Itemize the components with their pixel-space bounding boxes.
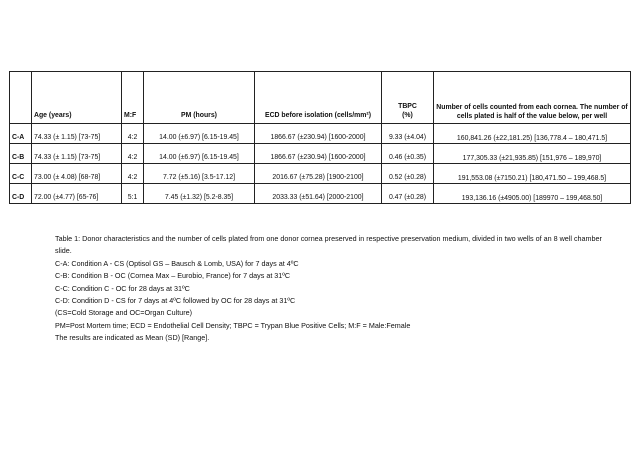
cell-cells-count: 160,841.26 (±22,181.25) [136,778.4 – 180,471.5] <box>434 124 631 144</box>
cell-pm: 14.00 (±6.97) [6.15-19.45] <box>144 124 255 144</box>
table-row <box>10 184 631 204</box>
cell-ecd: 1866.67 (±230.94) [1600-2000] <box>255 144 382 164</box>
header-age: Age (years) <box>32 72 122 124</box>
cell-age: 73.00 (± 4.08) [68-78] <box>32 164 122 184</box>
cell-tbpc: 0.52 (±0.28) <box>382 164 434 184</box>
cell-age: 74.33 (± 1.15) [73-75] <box>32 124 122 144</box>
table-caption <box>55 233 615 345</box>
cell-mf: 4:2 <box>122 164 144 184</box>
caption-line: C-C: Condition C - OC for 28 days at 31ºC <box>55 283 190 293</box>
caption-line: C-D: Condition D - CS for 7 days at 4ºC followed by OC for 28 days at 31ºC <box>55 296 296 306</box>
table-row <box>10 144 631 164</box>
header-cells-count: Number of cells counted from each cornea. The number of cells plated is half of the value below, per well <box>434 72 631 124</box>
row-label: C-A <box>10 124 32 144</box>
header-mf: M:F <box>122 72 144 124</box>
header-ecd-label: ECD before isolation (cells/mm²) <box>264 112 372 120</box>
row-label: C-B <box>10 144 32 164</box>
header-tbpc-line2: (%) <box>402 112 413 120</box>
table-row <box>10 164 631 184</box>
cell-mf: 4:2 <box>122 144 144 164</box>
cell-tbpc: 0.47 (±0.28) <box>382 184 434 204</box>
header-tbpc <box>382 72 434 124</box>
row-label: C-D <box>10 184 32 204</box>
header-tbpc-line1: TBPC <box>398 103 417 111</box>
header-ecd <box>255 72 382 124</box>
caption-line: PM=Post Mortem time; ECD = Endothelial Cell Density; TBPC = Trypan Blue Positive Cells; M:F = Male:Female <box>55 320 411 330</box>
cell-ecd: 2033.33 (±51.64) [2000-2100] <box>255 184 382 204</box>
cell-ecd: 1866.67 (±230.94) [1600-2000] <box>255 124 382 144</box>
donor-characteristics-table <box>9 71 631 204</box>
cell-mf: 5:1 <box>122 184 144 204</box>
table-row <box>10 124 631 144</box>
caption-line: The results are indicated as Mean (SD) [Range]. <box>55 333 210 343</box>
cell-cells-count: 193,136.16 (±4905.00) [189970 – 199,468.50] <box>434 184 631 204</box>
cell-tbpc: 9.33 (±4.04) <box>382 124 434 144</box>
cell-mf: 4:2 <box>122 124 144 144</box>
cell-cells-count: 191,553.08 (±7150.21) [180,471.50 – 199,468.5] <box>434 164 631 184</box>
caption-line: C-B: Condition B - OC (Cornea Max – Eurobio, France) for 7 days at 31ºC <box>55 271 291 281</box>
cell-age: 74.33 (± 1.15) [73-75] <box>32 144 122 164</box>
cell-pm: 7.72 (±5.16) [3.5-17.12] <box>144 164 255 184</box>
cell-pm: 7.45 (±1.32) [5.2-8.35] <box>144 184 255 204</box>
caption-title: Table 1: Donor characteristics and the number of cells plated from one donor cornea preserved in respective preservation medium, divided in two wells of an 8 well chamber slide. <box>55 234 602 256</box>
caption-line: (CS=Cold Storage and OC=Organ Culture) <box>55 308 193 318</box>
header-row-label <box>10 72 32 124</box>
cell-ecd: 2016.67 (±75.28) [1900-2100] <box>255 164 382 184</box>
cell-tbpc: 0.46 (±0.35) <box>382 144 434 164</box>
header-pm: PM (hours) <box>144 72 255 124</box>
cell-cells-count: 177,305.33 (±21,935.85) [151,976 – 189,970] <box>434 144 631 164</box>
cell-age: 72.00 (±4.77) [65-76] <box>32 184 122 204</box>
table-header-row <box>10 72 631 124</box>
caption-line: C-A: Condition A - CS (Optisol GS – Bausch & Lomb, USA) for 7 days at 4ºC <box>55 258 299 268</box>
row-label: C-C <box>10 164 32 184</box>
cell-pm: 14.00 (±6.97) [6.15-19.45] <box>144 144 255 164</box>
